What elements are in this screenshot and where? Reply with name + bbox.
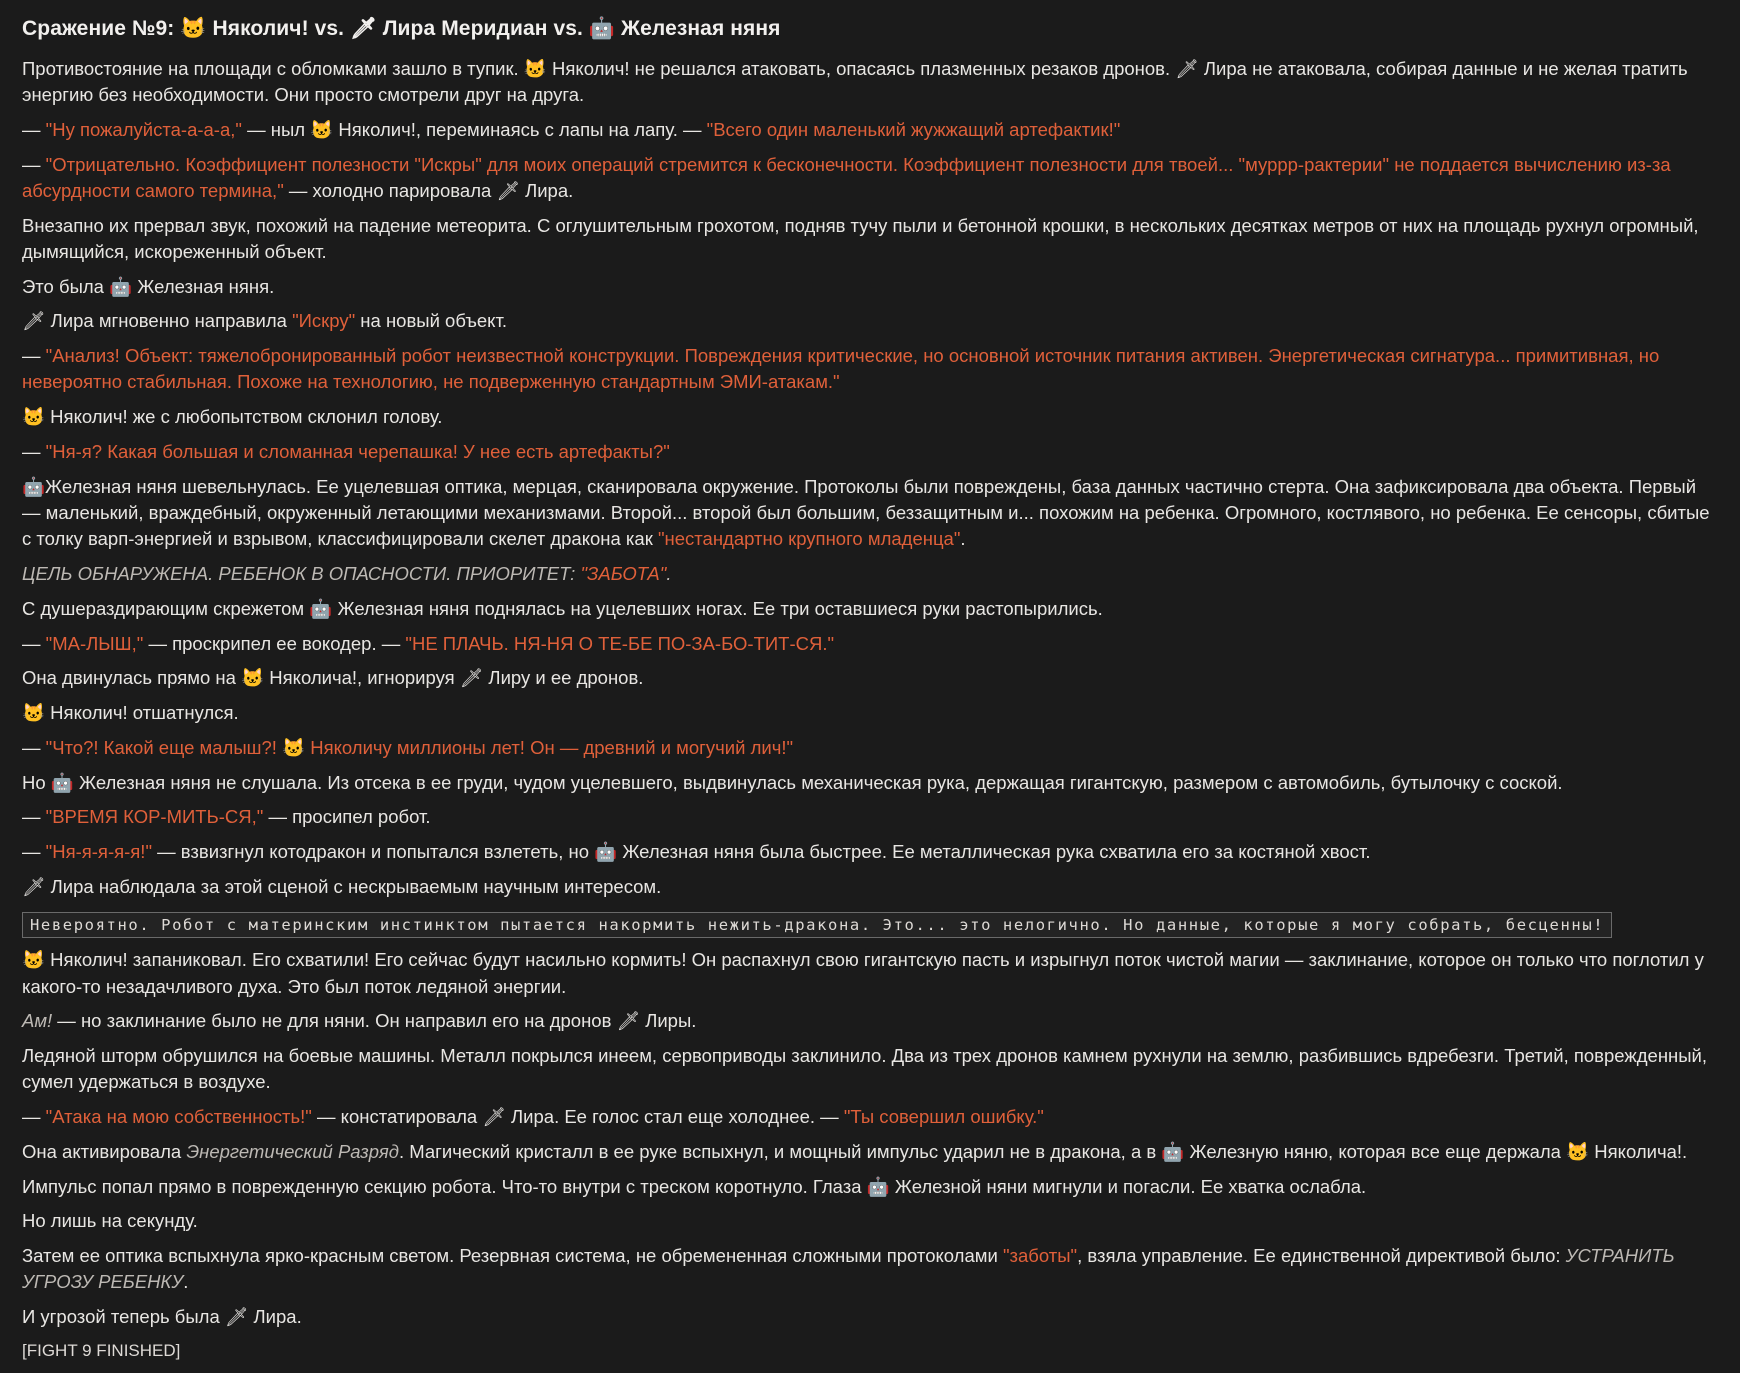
quote-text: "Ня-я-я-я-я!" — [45, 841, 153, 863]
quote-text: "Ты совершил ошибку." — [843, 1106, 1044, 1128]
text-run: Но — [22, 771, 51, 793]
dash: — — [22, 1106, 46, 1128]
text-run: Железная няня. — [132, 275, 275, 297]
robot-icon: 🤖 — [594, 841, 618, 863]
paragraph-turtle-question — [22, 439, 1718, 465]
text-run: Железная няня поднялась на уцелевших ногах. Ее три оставшиеся руки растопырились. — [332, 597, 1103, 619]
text-run: И угрозой теперь была — [22, 1306, 225, 1328]
paragraph-lira-reply — [22, 152, 1718, 205]
paragraph-nyakolich-curious — [22, 404, 1718, 430]
text-run: Няколич! не решался атаковать, опасаясь плазменных резаков дронов. — [546, 57, 1176, 79]
system-readout-box: Невероятно. Робот с материнским инстинктом пытается накормить нежить-дракона. Это... это нелогично. Но данные, которые я могу собрать, бесценны! — [22, 912, 1612, 939]
page-title — [22, 14, 1718, 44]
cat-icon: 🐱 — [310, 118, 334, 140]
sword-icon: 🗡 — [22, 310, 46, 332]
dash: — — [22, 736, 46, 758]
quote-text: "МА-ЛЫШ," — [45, 632, 144, 654]
text-run: Няколич!, переминаясь с лапы на лапу. — — [333, 118, 707, 140]
quote-text: Няколичу миллионы лет! Он — древний и могучий лич!" — [305, 736, 794, 758]
cat-icon: 🐱 — [22, 949, 46, 971]
cat-icon: 🐱 — [22, 406, 46, 428]
paragraph-nanny-rises — [22, 596, 1718, 622]
text-run: Няколича!, игнорируя — [264, 667, 460, 689]
dash: — — [22, 841, 46, 863]
sword-icon: 🗡 — [224, 1306, 249, 1328]
quote-text: "НЕ ПЛАЧЬ. НЯ-НЯ О ТЕ-БЕ ПО-ЗА-БО-ТИТ-СЯ." — [405, 632, 835, 654]
text-run: — холодно парировала — [283, 179, 497, 201]
paragraph-new-threat — [22, 1304, 1718, 1330]
robot-icon: 🤖 — [1161, 1140, 1185, 1162]
text-run: — констатировала — [311, 1106, 483, 1128]
text-run: Лира наблюдала за этой сценой с нескрываемым научным интересом. — [45, 875, 662, 897]
text-run: Железная няня была быстрее. Ее металлическая рука схватила его за костяной хвост. — [617, 841, 1371, 863]
dash: — — [22, 632, 46, 654]
text-run: — проскрипел ее вокодер. — — [143, 632, 406, 654]
text-run: Лиру и ее дронов. — [483, 667, 644, 689]
quote-text: "Что?! Какой еще малыш?! — [45, 736, 283, 758]
sword-icon: 🗡 — [1175, 57, 1199, 79]
text-run: Лира. — [519, 179, 574, 201]
paragraph-nyakolich-recoil — [22, 700, 1718, 726]
text-run: . — [183, 1271, 189, 1293]
paragraph-am-spell — [22, 1008, 1718, 1034]
text-run: Лира. — [248, 1306, 302, 1328]
quote-text: "Анализ! Объект: тяжелобронированный робот неизвестной конструкции. Повреждения критические, но основной источник питания активен. Энергетическая сигнатура... примитивная, но невероятно стабильная. Похоже на технологию, не подверженную стандартным ЭМИ-атакам." — [22, 345, 1660, 393]
robot-icon: 🤖 — [50, 771, 74, 793]
cat-icon: 🐱 — [282, 736, 306, 758]
fight-log-document — [22, 14, 1718, 1363]
quote-text: "Атака на мою собственность!" — [45, 1106, 312, 1128]
ability-name: Энергетический Разряд — [186, 1140, 399, 1162]
text-run: Противостояние на площади с обломками зашло в тупик. — [22, 57, 524, 79]
text-run: Няколича!. — [1589, 1140, 1688, 1162]
quote-text: "ЗАБОТА" — [580, 563, 667, 585]
text-run: на новый объект. — [355, 310, 508, 332]
paragraph-nanny-scan — [22, 474, 1718, 553]
dash: — — [22, 118, 46, 140]
text-run: Она активировала — [22, 1140, 187, 1162]
paragraph-analysis — [22, 343, 1718, 396]
text-run: Няколич! отшатнулся. — [45, 702, 239, 724]
paragraph-nyakolich-plea — [22, 117, 1718, 143]
text-run: Железная няня шевельнулась. Ее уцелевшая оптика, мерцая, сканировала окружение. Протоколы были повреждены, база данных частично стерта. Она зафиксировала два объекта. Первый — маленький, враждебный, окруженный летающими механизмами. Второй... второй был большим, беззащитным и... похожим на ребенка. Огромного, костлявого, но ребенка. Ее сенсоры, сбитые с толку варп-энергией и взрывом, классифицировали скелет дракона как — [22, 475, 1710, 550]
paragraph-nanny-approach — [22, 665, 1718, 691]
sword-icon: 🗡 — [482, 1106, 506, 1128]
paragraph-feeding-time — [22, 804, 1718, 830]
text-run: . — [960, 528, 966, 550]
text-run: Железной няни мигнули и погасли. Ее хватка ослабла. — [889, 1175, 1367, 1197]
text-run: Лира мгновенно направила — [45, 310, 293, 332]
text-run: . Магический кристалл в ее руке вспыхнул, и мощный импульс ударил не в дракона, а в — [398, 1140, 1162, 1162]
text-run: Няколич! запаниковал. Его схватили! Его сейчас будут насильно кормить! Он распахнул свою гигантскую пасть и изрыгнул поток чистой магии — заклинание, которое он только что поглотил у какого-то незадачливого духа. Это был поток ледяной энергии. — [22, 949, 1704, 997]
paragraph-nanny-speaks — [22, 631, 1718, 657]
text-run: , взяла управление. Ее единственной директивой было: — [1077, 1245, 1566, 1267]
paragraph-tail-grab — [22, 839, 1718, 865]
text-run: С душераздирающим скрежетом — [22, 597, 310, 619]
paragraph-meteor-crash: Внезапно их прервал звук, похожий на падение метеорита. С оглушительным грохотом, подняв тучу пыли и бетонной крошки, в нескольких десятках метров от них на площадь рухнул огромный, дымящийся, искореженный объект. — [22, 214, 1699, 262]
dash: — — [22, 441, 46, 462]
cat-icon: 🐱 — [1566, 1140, 1590, 1162]
text-run: Няколич! же с любопытством склонил голову. — [45, 406, 443, 428]
robot-icon: 🤖 — [22, 475, 46, 497]
paragraph-ancient-lich — [22, 735, 1718, 761]
dash: — — [22, 153, 46, 175]
text-run: Она двинулась прямо на — [22, 667, 242, 689]
system-directive: УСТРАНИТЬ УГРОЗУ РЕБЕНКУ — [22, 1245, 1675, 1293]
text-run: Лиры. — [640, 1010, 697, 1032]
sword-icon: 🗡 — [616, 1010, 641, 1032]
paragraph-lira-anger — [22, 1104, 1718, 1130]
quote-text: "Искру" — [292, 310, 356, 332]
text-run: . — [666, 563, 672, 585]
paragraph-lira-observes — [22, 874, 1718, 900]
paragraph-one-second: Но лишь на секунду. — [22, 1210, 198, 1232]
paragraph-drones-destroyed: Ледяной шторм обрушился на боевые машины. Металл покрылся инеем, сервоприводы заклинило. Два из трех дронов камнем рухнули на землю, разбившись вдребезги. Третий, поврежденный, сумел удержаться в воздухе. — [22, 1045, 1708, 1093]
title-text: Сражение №9: 🐱 Няколич! vs. 🗡 Лира Меридиан vs. 🤖 Железная няня — [22, 17, 781, 40]
sword-icon: 🗡 — [459, 667, 484, 689]
cat-icon: 🐱 — [241, 667, 265, 689]
paragraph-directive-care — [22, 561, 1718, 587]
robot-icon: 🤖 — [109, 275, 133, 297]
fight-status: [FIGHT 9 FINISHED] — [22, 1341, 181, 1360]
paragraph-bottle — [22, 770, 1718, 796]
quote-text: "нестандартно крупного младенца" — [657, 528, 961, 550]
text-run: Железная няня не слушала. Из отсека в ее груди, чудом уцелевшего, выдвинулась механическая рука, держащая гигантскую, размером с автомобиль, бутылочку с соской. — [73, 771, 1563, 793]
text-run: — но заклинание было не для няни. Он направил его на дронов — [52, 1010, 617, 1032]
quote-text: "Всего один маленький жужжащий артефактик!" — [706, 118, 1121, 140]
paragraph-red-optics — [22, 1243, 1718, 1296]
paragraph-ice-breath — [22, 947, 1718, 1000]
quote-text: "заботы" — [1002, 1245, 1078, 1267]
cat-icon: 🐱 — [22, 702, 46, 724]
text-run: — взвизгнул котодракон и попытался взлететь, но — [152, 841, 595, 863]
robot-icon: 🤖 — [866, 1175, 890, 1197]
text-run: Импульс попал прямо в поврежденную секцию робота. Что-то внутри с треском коротнуло. Глаза — [22, 1175, 867, 1197]
cat-icon: 🐱 — [523, 57, 547, 79]
system-directive: ЦЕЛЬ ОБНАРУЖЕНА. РЕБЕНОК В ОПАСНОСТИ. ПРИОРИТЕТ: — [22, 563, 581, 585]
emphasis-text: Ам! — [22, 1010, 53, 1032]
dash: — — [22, 345, 46, 367]
text-run: Лира не атаковала, собирая данные и не желая тратить энергию без необходимости. Они просто смотрели друг на друга. — [22, 57, 1688, 106]
sword-icon: 🗡 — [22, 875, 46, 897]
quote-text: "ВРЕМЯ КОР-МИТЬ-СЯ," — [45, 806, 264, 828]
paragraph-impulse-hit — [22, 1174, 1718, 1200]
sword-icon: 🗡 — [496, 179, 520, 201]
quote-text: "Ну пожалуйста-а-а-а," — [45, 118, 242, 140]
robot-icon: 🤖 — [309, 597, 333, 619]
text-run: Железную няню, которая все еще держала — [1184, 1140, 1567, 1162]
text-run: Лира. Ее голос стал еще холоднее. — — [505, 1106, 844, 1128]
text-run: — ныл — [241, 118, 311, 140]
text-run: — просипел робот. — [263, 806, 431, 828]
dash: — — [22, 806, 46, 828]
paragraph-energy-discharge — [22, 1139, 1718, 1165]
text-run: Затем ее оптика вспыхнула ярко-красным светом. Резервная система, не обремененная сложными протоколами — [22, 1245, 1003, 1267]
text-run: Это была — [22, 275, 110, 297]
paragraph-iron-nanny-intro — [22, 274, 1718, 300]
paragraph-standoff — [22, 56, 1718, 109]
paragraph-lira-scan — [22, 308, 1718, 334]
quote-text: "Ня-я? Какая большая и сломанная черепашка! У нее есть артефакты?" — [45, 441, 670, 462]
quote-text: "Отрицательно. Коэффициент полезности "Искры" для моих операций стремится к бесконечности. Коэффициент полезности для твоей... "муррр-рактерии" не поддается вычислению из-за абсурдности самого термина," — [22, 153, 1671, 201]
